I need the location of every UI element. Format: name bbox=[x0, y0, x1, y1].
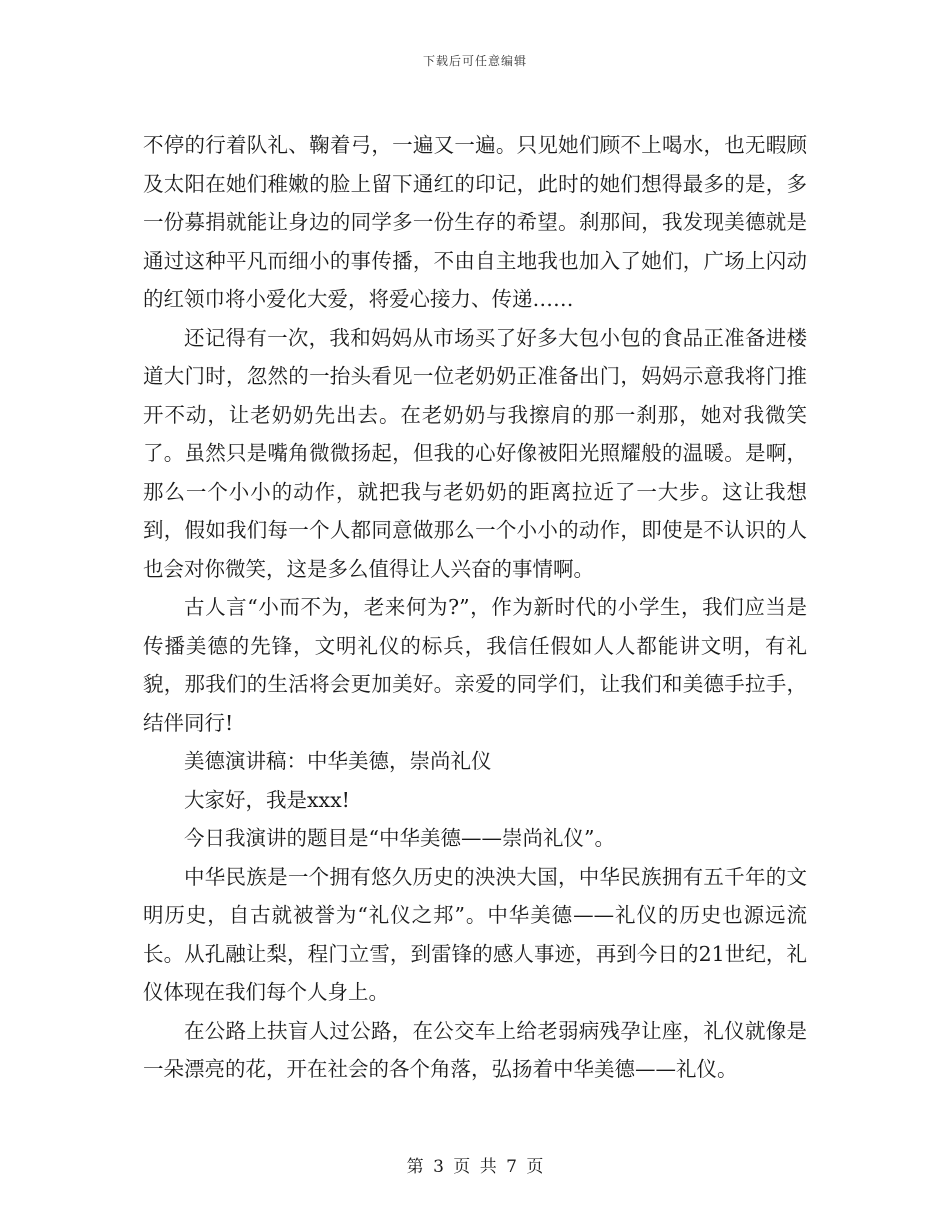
page-number: 第 3 页 共 7 页 bbox=[406, 1157, 544, 1177]
paragraph: 不停的行着队礼、鞠着弓，一遍又一遍。只见她们顾不上喝水，也无暇顾及太阳在她们稚嫩的脸上留下通红的印记，此时的她们想得最多的是，多一份募捐就能让身边的同学多一份生存的希望。刹那间，我发现美德就是通过这种平凡而细小的事传播，不由自主地我也加入了她们，广场上闪动的红领巾将小爱化大爱，将爱心接力、传递…… bbox=[143, 133, 807, 311]
speech-title: 美德演讲稿：中华美德，崇尚礼仪 bbox=[184, 749, 492, 773]
paragraph: 在公路上扶盲人过公路，在公交车上给老弱病残孕让座，礼仪就像是一朵漂亮的花，开在社会的各个角落，弘扬着中华美德——礼仪。 bbox=[143, 1018, 807, 1081]
paragraph: 还记得有一次，我和妈妈从市场买了好多大包小包的食品正准备进楼道大门时，忽然的一抬头看见一位老奶奶正准备出门，妈妈示意我将门推开不动，让老奶奶先出去。在老奶奶与我擦肩的那一刹那，她对我微笑了。虽然只是嘴角微微扬起，但我的心好像被阳光照耀般的温暖。是啊，那么一个小小的动作，就把我与老奶奶的距离拉近了一大步。这让我想到，假如我们每一个人都同意做那么一个小小的动作，即使是不认识的人也会对你微笑，这是多么值得让人兴奋的事情啊。 bbox=[143, 325, 807, 581]
greeting: 大家好，我是xxx! bbox=[184, 787, 350, 812]
paragraph: 今日我演讲的题目是“中华美德——崇尚礼仪”。 bbox=[184, 826, 615, 850]
page-header: 下载后可任意编辑 bbox=[422, 54, 527, 68]
paragraph: 中华民族是一个拥有悠久历史的泱泱大国，中华民族拥有五千年的文明历史，自古就被誉为“礼仪之邦”。中华美德——礼仪的历史也源远流长。从孔融让梨，程门立雪，到雷锋的感人事迹，再到今日的21世纪，礼仪体现在我们每个人身上。 bbox=[143, 864, 807, 1004]
paragraph: 古人言“小而不为，老来何为?”，作为新时代的小学生，我们应当是传播美德的先锋，文明礼仪的标兵，我信任假如人人都能讲文明，有礼貌，那我们的生活将会更加美好。亲爱的同学们，让我们和美德手拉手，结伴同行! bbox=[143, 595, 807, 735]
document-body bbox=[143, 126, 807, 1089]
